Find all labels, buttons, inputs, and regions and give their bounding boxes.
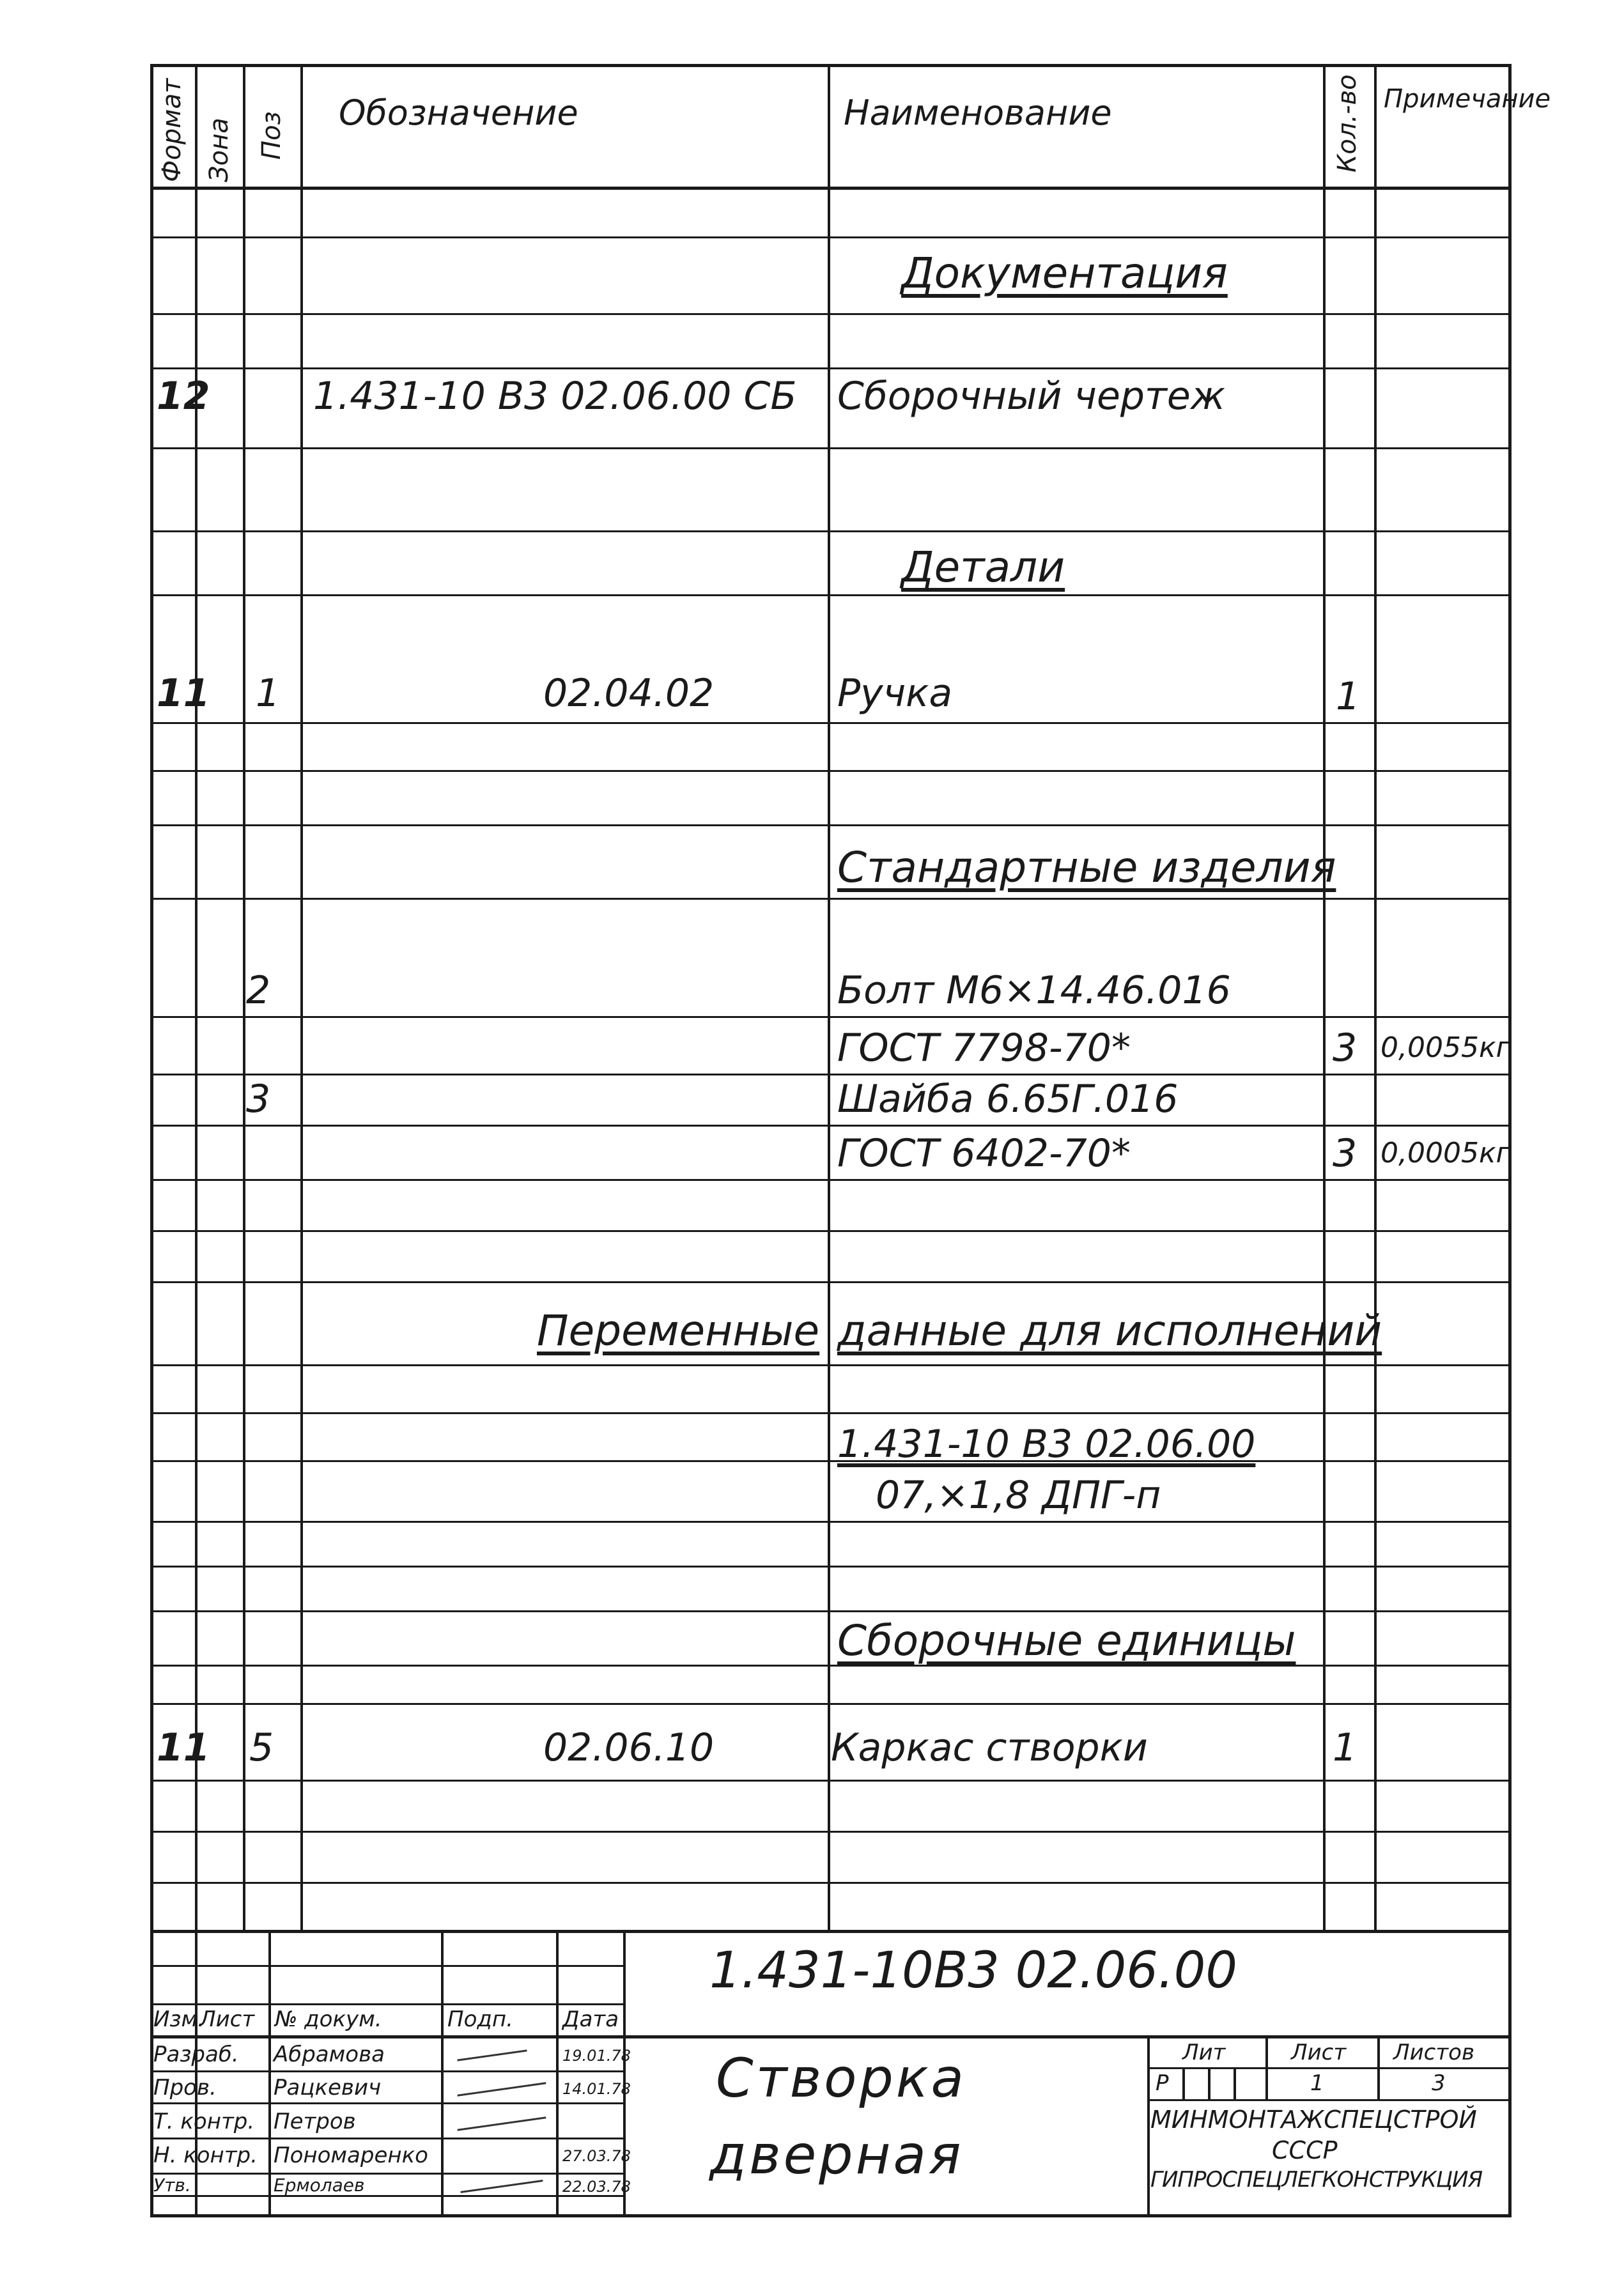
row-name: 1.431-10 В3 02.06.00 bbox=[837, 1422, 1256, 1467]
tb-line bbox=[1208, 2067, 1210, 2099]
row-line bbox=[150, 530, 1512, 532]
tb-header-date: Дата bbox=[562, 2007, 619, 2032]
tb-role: Н. контр. bbox=[153, 2143, 258, 2168]
tb-person: Ермолаев bbox=[274, 2175, 365, 2196]
col-line-zone bbox=[243, 64, 245, 1930]
tb-sheet-value: 1 bbox=[1310, 2070, 1324, 2096]
header-pos: Поз bbox=[257, 111, 286, 160]
col-line-pos bbox=[300, 64, 303, 1930]
header-format: Формат bbox=[157, 78, 187, 182]
row-name: ГОСТ 6402-70* bbox=[837, 1131, 1131, 1176]
row-name: ГОСТ 7798-70* bbox=[837, 1026, 1131, 1070]
header-name: Наименование bbox=[844, 93, 1112, 133]
row-name: Сборочный чертеж bbox=[837, 374, 1225, 419]
col-line-designation bbox=[828, 64, 830, 1930]
title-block-top-line bbox=[150, 1930, 1512, 1933]
tb-line bbox=[150, 1965, 623, 1967]
tb-header-sign: Подп. bbox=[447, 2007, 513, 2032]
tb-document-code: 1.431-10В3 02.06.00 bbox=[709, 1942, 1237, 1999]
row-name: Шайба 6.65Г.016 bbox=[837, 1077, 1179, 1121]
row-pos: 3 bbox=[246, 1077, 271, 1121]
tb-sheets-label: Листов bbox=[1393, 2040, 1475, 2065]
row-format: 11 bbox=[157, 1725, 210, 1770]
tb-header-list: Лист bbox=[199, 2007, 255, 2032]
row-line bbox=[150, 1521, 1512, 1523]
tb-person: Пономаренко bbox=[274, 2143, 428, 2168]
row-line bbox=[150, 1364, 1512, 1366]
col-line-qty bbox=[1374, 64, 1377, 1930]
row-line bbox=[150, 1703, 1512, 1705]
tb-line bbox=[1147, 2067, 1512, 2069]
row-name: Болт М6×14.46.016 bbox=[837, 968, 1231, 1013]
section-details: Детали bbox=[901, 543, 1065, 592]
tb-org-line2: СССР bbox=[1272, 2136, 1338, 2164]
tb-line bbox=[1234, 2067, 1236, 2099]
tb-org-line1: МИНМОНТАЖСПЕЦСТРОЙ bbox=[1150, 2106, 1477, 2134]
section-variable-right: данные для исполнений bbox=[837, 1306, 1382, 1355]
tb-sheet-label: Лист bbox=[1291, 2040, 1347, 2065]
row-line bbox=[150, 1610, 1512, 1612]
row-name: 07,×1,8 ДПГ-п bbox=[876, 1473, 1161, 1518]
header-designation: Обозначение bbox=[339, 93, 578, 133]
row-name: Ручка bbox=[837, 671, 953, 716]
header-zone: Зона bbox=[205, 118, 234, 182]
tb-lit-label: Лит bbox=[1182, 2040, 1226, 2065]
row-line bbox=[150, 1831, 1512, 1833]
tb-header-doc: № докум. bbox=[275, 2007, 382, 2032]
tb-person: Петров bbox=[274, 2109, 356, 2134]
row-line bbox=[150, 1882, 1512, 1884]
row-line bbox=[150, 1412, 1512, 1414]
tb-header-izm: Изм. bbox=[153, 2007, 205, 2032]
tb-person: Абрамова bbox=[274, 2042, 385, 2067]
header-bottom-line bbox=[150, 187, 1512, 190]
col-line-format bbox=[195, 64, 197, 1930]
row-line bbox=[150, 1665, 1512, 1667]
row-line bbox=[150, 1566, 1512, 1568]
row-qty: 1 bbox=[1336, 674, 1361, 719]
header-note: Примечание bbox=[1384, 84, 1551, 114]
tb-role: Т. контр. bbox=[153, 2109, 255, 2134]
row-line bbox=[150, 824, 1512, 826]
header-qty: Кол.-во bbox=[1333, 74, 1362, 173]
row-line bbox=[150, 594, 1512, 596]
row-pos: 1 bbox=[256, 671, 281, 716]
row-line bbox=[150, 447, 1512, 449]
row-note: 0,0055кг bbox=[1381, 1031, 1511, 1064]
tb-title-line1: Створка bbox=[716, 2047, 967, 2109]
tb-line bbox=[150, 2102, 623, 2104]
tb-line bbox=[150, 2173, 623, 2175]
row-line bbox=[150, 1230, 1512, 1232]
tb-date: 22.03.78 bbox=[562, 2178, 631, 2196]
tb-line bbox=[1147, 2099, 1512, 2101]
row-designation: 02.06.10 bbox=[543, 1725, 715, 1770]
tb-title-line2: дверная bbox=[709, 2123, 964, 2186]
tb-person: Рацкевич bbox=[274, 2075, 382, 2100]
tb-sheets-value: 3 bbox=[1432, 2070, 1446, 2096]
col-line-name bbox=[1323, 64, 1326, 1930]
tb-line bbox=[150, 2070, 623, 2072]
tb-line bbox=[150, 2138, 623, 2139]
tb-date: 27.03.78 bbox=[562, 2147, 631, 2165]
row-note: 0,0005кг bbox=[1381, 1137, 1511, 1169]
tb-line bbox=[1147, 2035, 1150, 2217]
tb-role: Утв. bbox=[153, 2175, 191, 2196]
tb-line bbox=[150, 2195, 623, 2197]
section-assemblies: Сборочные единицы bbox=[837, 1616, 1296, 1665]
row-format: 11 bbox=[157, 671, 210, 716]
row-line bbox=[150, 1460, 1512, 1462]
tb-line bbox=[623, 1930, 626, 2217]
tb-line bbox=[150, 2035, 1512, 2038]
row-format: 12 bbox=[157, 374, 210, 419]
section-documentation: Документация bbox=[901, 249, 1228, 298]
tb-line bbox=[1182, 2067, 1185, 2099]
tb-line bbox=[150, 2003, 623, 2005]
row-line bbox=[150, 770, 1512, 772]
row-qty: 1 bbox=[1333, 1725, 1357, 1770]
section-standard: Стандартные изделия bbox=[837, 843, 1336, 892]
row-designation: 1.431-10 В3 02.06.00 СБ bbox=[313, 374, 797, 419]
row-pos: 2 bbox=[246, 968, 271, 1013]
row-line bbox=[150, 313, 1512, 315]
row-pos: 5 bbox=[249, 1725, 274, 1770]
row-name: Каркас створки bbox=[831, 1725, 1148, 1770]
row-line bbox=[150, 367, 1512, 369]
tb-role: Пров. bbox=[153, 2075, 217, 2100]
row-line bbox=[150, 898, 1512, 900]
row-designation: 02.04.02 bbox=[543, 671, 715, 716]
row-line bbox=[150, 722, 1512, 724]
row-line bbox=[150, 1179, 1512, 1181]
row-qty: 3 bbox=[1333, 1131, 1357, 1176]
row-line bbox=[150, 236, 1512, 238]
row-line bbox=[150, 1281, 1512, 1283]
row-line bbox=[150, 1125, 1512, 1127]
row-qty: 3 bbox=[1333, 1026, 1357, 1070]
row-line bbox=[150, 1074, 1512, 1075]
tb-lit-value: Р bbox=[1156, 2070, 1169, 2096]
tb-date: 19.01.78 bbox=[562, 2047, 631, 2065]
section-variable-left: Переменные bbox=[537, 1306, 820, 1355]
tb-role: Разраб. bbox=[153, 2042, 239, 2067]
row-line bbox=[150, 1780, 1512, 1782]
tb-date: 14.01.78 bbox=[562, 2080, 631, 2098]
tb-org-line3: ГИПРОСПЕЦЛЕГКОНСТРУКЦИЯ bbox=[1150, 2167, 1483, 2192]
row-line bbox=[150, 1016, 1512, 1018]
